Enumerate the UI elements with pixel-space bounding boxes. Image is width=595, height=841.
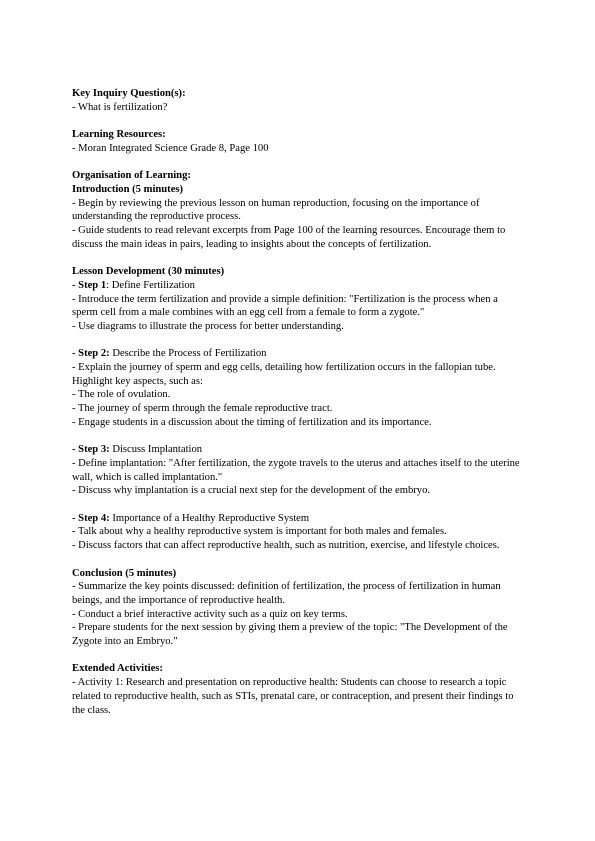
step-item: - Use diagrams to illustrate the process for better understanding. xyxy=(72,320,344,332)
step-item: - Introduce the term fertilization and provide a simple definition: "Fertilization is the process when a sperm cell from a male combines with an egg cell from a female to form a zygote." xyxy=(72,293,498,319)
step-label: - Step 4: xyxy=(72,512,110,524)
resources-heading: Learning Resources: xyxy=(72,129,166,141)
introduction-heading: Introduction (5 minutes) xyxy=(72,183,184,195)
step-item: - The journey of sperm through the female reproductive tract. xyxy=(72,403,333,415)
step-item: - Talk about why a healthy reproductive system is important for both males and females. xyxy=(72,526,447,538)
step-title: Discuss Implantation xyxy=(109,444,203,456)
step-item: - The role of ovulation. xyxy=(72,389,171,401)
resources-item: - Moran Integrated Science Grade 8, Page 100 xyxy=(72,142,269,154)
step-4-title xyxy=(72,512,524,526)
step-item: - Engage students in a discussion about the timing of fertilization and its importance. xyxy=(72,416,432,428)
development-heading: Lesson Development (30 minutes) xyxy=(72,266,225,278)
step-item: - Explain the journey of sperm and egg cells, detailing how fertilization occurs in the fallopian tube. Highlight key aspects, such as: xyxy=(72,362,496,387)
step-label: - Step 2: xyxy=(72,348,110,360)
inquiry-heading: Key Inquiry Question(s): xyxy=(72,88,186,99)
introduction-item: - Guide students to read relevant excerpts from Page 100 of the learning resources. Encourage them to discuss the main ideas in pairs, leading to insights about the concepts of fertilization. xyxy=(72,225,506,250)
conclusion-heading: Conclusion (5 minutes) xyxy=(72,567,177,579)
conclusion-item: - Conduct a brief interactive activity such as a quiz on key terms. xyxy=(72,608,348,620)
step-item: - Define implantation: "After fertilization, the zygote travels to the uterus and attaches itself to the uterine wall, which is called implantation." xyxy=(72,457,520,483)
conclusion-item: - Summarize the key points discussed: definition of fertilization, the process of fertilization in human beings, and the importance of reproductive health. xyxy=(72,581,501,606)
extended-heading: Extended Activities: xyxy=(72,663,163,675)
organisation-heading: Organisation of Learning: xyxy=(72,170,191,182)
extended-item: - Activity 1: Research and presentation on reproductive health: Students can choose to research a topic related to reproductive health, such as STIs, prenatal care, or contraception, and present their findings to the class. xyxy=(72,677,514,716)
step-item: - Discuss factors that can affect reproductive health, such as nutrition, exercise, and lifestyle choices. xyxy=(72,540,500,552)
step-1-title xyxy=(72,279,524,293)
step-item: - Discuss why implantation is a crucial next step for the development of the embryo. xyxy=(72,485,431,497)
step-label: - Step 3: xyxy=(72,444,110,456)
conclusion-item: - Prepare students for the next session by giving them a preview of the topic: "The Development of the Zygote into an Embryo." xyxy=(72,622,508,648)
step-label: - Step 1 xyxy=(72,279,107,291)
step-title: Describe the Process of Fertilization xyxy=(109,348,267,360)
step-title: : Define Fertilization xyxy=(106,279,195,291)
step-title: Importance of a Healthy Reproductive System xyxy=(109,512,310,524)
introduction-item: - Begin by reviewing the previous lesson on human reproduction, focusing on the importance of understanding the reproductive process. xyxy=(72,197,480,223)
step-2-title xyxy=(72,347,524,361)
lesson-plan-page xyxy=(72,87,524,717)
step-3-title xyxy=(72,443,524,457)
inquiry-item: - What is fertilization? xyxy=(72,101,168,113)
